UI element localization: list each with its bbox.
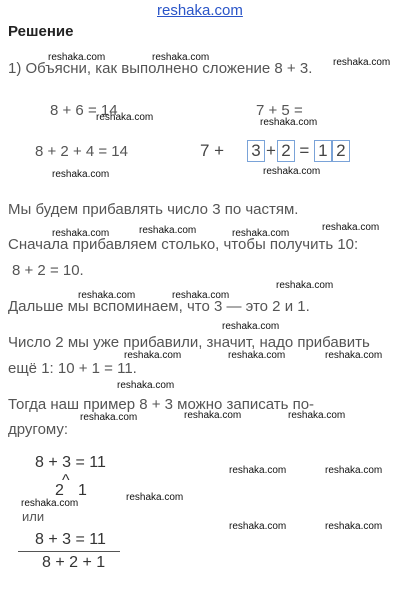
split-sign: ^ bbox=[62, 472, 70, 489]
or-label: или bbox=[22, 509, 45, 524]
paragraph-1: Мы будем прибавлять число 3 по частям. bbox=[8, 201, 299, 218]
divider-line bbox=[18, 551, 120, 552]
example-left-1: 8 + 6 = 14 bbox=[50, 102, 118, 119]
watermark: reshaka.com bbox=[139, 225, 197, 236]
scheme-equation-1: 8 + 3 = 11 bbox=[35, 454, 106, 471]
watermark: reshaka.com bbox=[229, 465, 287, 476]
task-text: 1) Объясни, как выполнено сложение 8 + 3. bbox=[8, 60, 313, 77]
solution-heading: Решение bbox=[8, 23, 74, 40]
watermark: reshaka.com bbox=[260, 117, 318, 128]
site-link[interactable]: reshaka.com bbox=[157, 2, 243, 19]
watermark: reshaka.com bbox=[228, 350, 286, 361]
example-left-2: 8 + 2 + 4 = 14 bbox=[35, 143, 128, 160]
split-part-a: 2 bbox=[55, 482, 64, 499]
answer-box-1: 3 bbox=[247, 140, 265, 162]
paragraph-6: ещё 1: 10 + 1 = 11. bbox=[8, 360, 137, 377]
watermark: reshaka.com bbox=[222, 321, 280, 332]
watermark: reshaka.com bbox=[184, 410, 242, 421]
split-part-b: 1 bbox=[78, 482, 87, 499]
watermark: reshaka.com bbox=[96, 112, 154, 123]
watermark: reshaka.com bbox=[325, 350, 383, 361]
watermark: reshaka.com bbox=[325, 521, 383, 532]
watermark: reshaka.com bbox=[152, 52, 210, 63]
watermark: reshaka.com bbox=[126, 492, 184, 503]
scheme-equation-2: 8 + 3 = 11 bbox=[35, 531, 106, 548]
watermark: reshaka.com bbox=[263, 166, 321, 177]
box-equation: 7 + 3 + 2 = 1 2 bbox=[200, 140, 350, 162]
watermark: reshaka.com bbox=[21, 498, 79, 509]
watermark: reshaka.com bbox=[80, 412, 138, 423]
watermark: reshaka.com bbox=[52, 169, 110, 180]
answer-box-3: 1 bbox=[314, 140, 332, 162]
scheme-equation-3: 8 + 2 + 1 bbox=[42, 554, 106, 571]
paragraph-4: Дальше мы вспоминаем, что 3 — это 2 и 1. bbox=[8, 298, 310, 315]
watermark: reshaka.com bbox=[117, 380, 175, 391]
watermark: reshaka.com bbox=[276, 280, 334, 291]
watermark: reshaka.com bbox=[333, 57, 391, 68]
watermark: reshaka.com bbox=[48, 52, 106, 63]
watermark: reshaka.com bbox=[322, 222, 380, 233]
box-equation-lhs: 7 + bbox=[200, 141, 225, 160]
paragraph-2: Сначала прибавляем столько, чтобы получить 10: bbox=[8, 236, 359, 253]
watermark: reshaka.com bbox=[229, 521, 287, 532]
watermark: reshaka.com bbox=[172, 290, 230, 301]
watermark: reshaka.com bbox=[52, 228, 110, 239]
watermark: reshaka.com bbox=[325, 465, 383, 476]
equals-sign: = bbox=[299, 141, 310, 160]
watermark: reshaka.com bbox=[78, 290, 136, 301]
watermark: reshaka.com bbox=[124, 350, 182, 361]
watermark: reshaka.com bbox=[232, 228, 290, 239]
paragraph-8: другому: bbox=[8, 421, 69, 438]
answer-box-4: 2 bbox=[332, 140, 350, 162]
watermark: reshaka.com bbox=[288, 410, 346, 421]
paragraph-7: Тогда наш пример 8 + 3 можно записать по- bbox=[8, 396, 315, 413]
paragraph-3: 8 + 2 = 10. bbox=[12, 262, 84, 279]
answer-box-2: 2 bbox=[277, 140, 295, 162]
example-right-1: 7 + 5 = bbox=[256, 102, 303, 119]
paragraph-5: Число 2 мы уже прибавили, значит, надо прибавить bbox=[8, 334, 370, 351]
